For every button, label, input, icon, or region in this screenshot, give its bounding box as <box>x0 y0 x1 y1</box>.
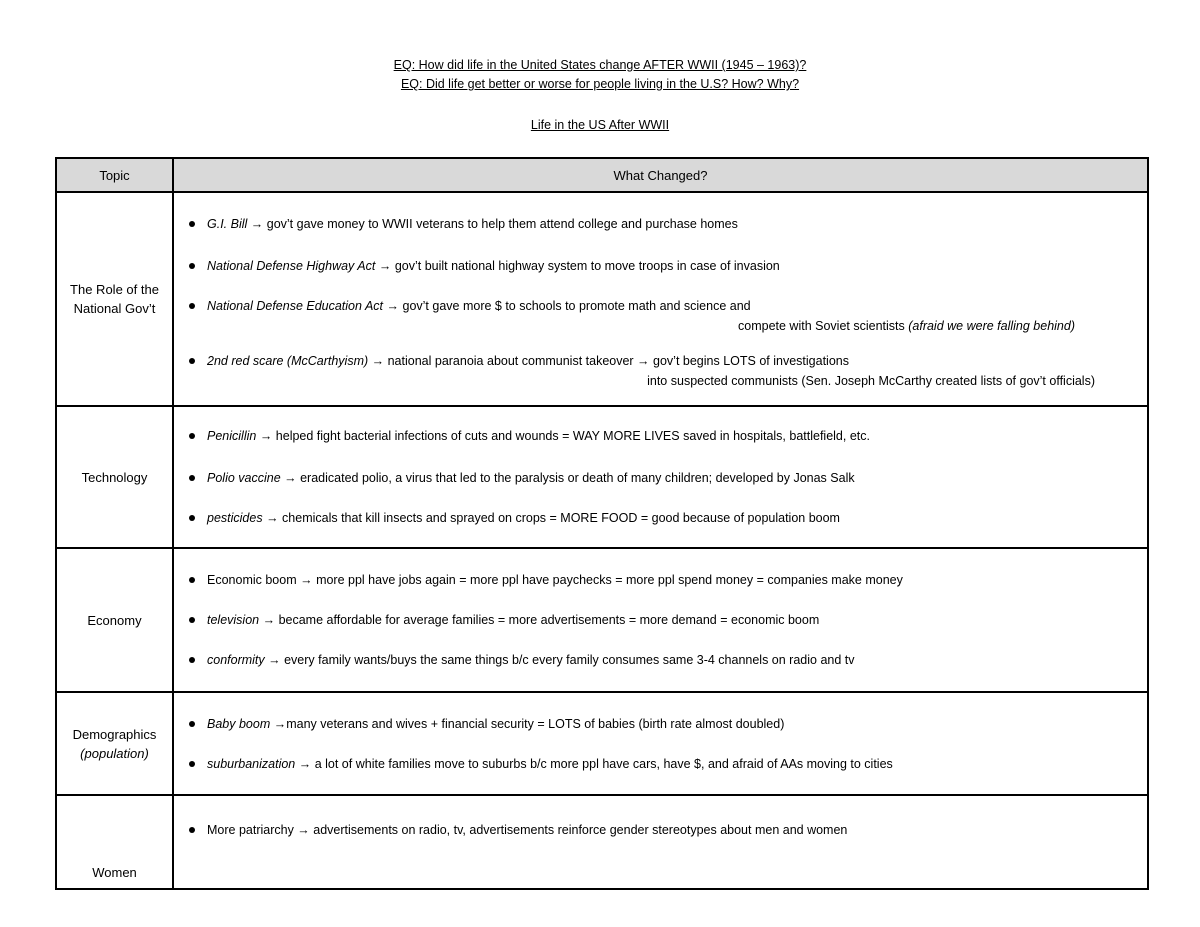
bullet-text: → gov’t gave more $ to schools to promote math and science and <box>383 298 751 313</box>
bullet-icon <box>189 358 195 364</box>
continuation-note: (afraid we were falling behind) <box>908 318 1075 333</box>
bullet-text: → national paranoia about communist takeover → gov’t begins LOTS of investigations <box>368 353 849 368</box>
bullet-term: Polio vaccine <box>207 471 281 485</box>
bullet-term: pesticides <box>207 511 263 525</box>
bullet-text: →many veterans and wives + financial security = LOTS of babies (birth rate almost doubled) <box>270 716 785 731</box>
table-row <box>56 406 1148 548</box>
bullet-item <box>174 296 1147 336</box>
topic-label: The Role of the National Gov’t <box>70 282 159 316</box>
topic-cell <box>56 795 173 889</box>
bullet-item <box>174 650 1147 670</box>
bullet-term: Baby boom <box>207 716 271 731</box>
bullet-item <box>174 714 1147 734</box>
bullet-text: → became affordable for average families = more advertisements = more demand = economic boom <box>259 613 820 627</box>
bullet-term: 2nd red scare (McCarthyism) <box>207 353 369 368</box>
bullet-term: conformity <box>207 653 265 667</box>
bullet-item <box>174 508 1147 528</box>
topic-label: Technology <box>81 469 148 485</box>
bullet-icon <box>189 577 195 583</box>
table-row <box>56 795 1148 889</box>
bullet-text: → gov’t gave money to WWII veterans to help them attend college and purchase homes <box>247 216 738 231</box>
changes-cell <box>173 406 1148 548</box>
bullet-term: National Defense Education Act <box>207 298 384 313</box>
bullet-icon <box>189 617 195 623</box>
bullet-term: G.I. Bill <box>207 216 248 231</box>
bullet-text: → chemicals that kill insects and sprayed on crops = MORE FOOD = good because of population boom <box>262 511 840 525</box>
what-changed-column-header: What Changed? <box>173 158 1148 192</box>
topic-column-header: Topic <box>56 158 173 192</box>
essential-question-2: EQ: Did life get better or worse for people living in the U.S? How? Why? <box>400 77 800 91</box>
topic-cell <box>56 692 173 795</box>
table-row <box>56 192 1148 406</box>
bullet-continuation: into suspected communists (Sen. Joseph McCarthy created lists of gov’t officials) <box>647 373 1095 388</box>
bullet-icon <box>189 657 195 663</box>
bullet-item <box>174 754 1147 774</box>
bullet-icon <box>189 433 195 439</box>
table-row <box>56 548 1148 692</box>
bullet-icon <box>189 475 195 481</box>
topic-cell <box>56 548 173 692</box>
table-row <box>56 692 1148 795</box>
bullet-item <box>174 256 1147 276</box>
bullet-term: television <box>207 613 260 627</box>
bullet-icon <box>189 303 195 309</box>
notes-table <box>55 157 1149 890</box>
bullet-text: → every family wants/buys the same things b/c every family consumes same 3-4 channels on radio and tv <box>264 653 855 667</box>
bullet-item <box>174 426 1147 446</box>
topic-label: Women <box>92 865 137 880</box>
bullet-continuation <box>207 316 1147 336</box>
bullet-icon <box>189 221 195 227</box>
bullet-term: National Defense Highway Act <box>207 258 376 273</box>
topic-label: Economy <box>87 612 142 628</box>
bullet-text: Economic boom → more ppl have jobs again = more ppl have paychecks = more ppl spend money = companies make money <box>207 573 903 587</box>
bullet-text: → helped fight bacterial infections of cuts and wounds = WAY MORE LIVES saved in hospitals, battlefield, etc. <box>256 429 870 443</box>
bullet-text: → eradicated polio, a virus that led to the paralysis or death of many children; developed by Jonas Salk <box>280 471 855 485</box>
bullet-text: More patriarchy → advertisements on radio, tv, advertisements reinforce gender stereotypes about men and women <box>207 823 848 837</box>
bullet-icon <box>189 761 195 767</box>
bullet-item <box>174 820 1147 840</box>
continuation-text: compete with Soviet scientists <box>738 318 909 333</box>
bullet-item <box>174 214 1147 234</box>
topic-label: Demographics <box>72 726 157 742</box>
changes-cell <box>173 192 1148 406</box>
bullet-term: Penicillin <box>207 429 257 443</box>
bullet-text: → a lot of white families move to suburbs b/c more ppl have cars, have $, and afraid of AAs moving to cities <box>295 756 893 771</box>
changes-cell <box>173 692 1148 795</box>
bullet-item <box>174 610 1147 630</box>
bullet-icon <box>189 827 195 833</box>
topic-cell <box>56 406 173 548</box>
bullet-item <box>174 351 1147 391</box>
bullet-item <box>174 468 1147 488</box>
bullet-icon <box>189 721 195 727</box>
changes-cell <box>173 795 1148 889</box>
bullet-term: suburbanization <box>207 756 296 771</box>
bullet-icon <box>189 515 195 521</box>
bullet-item <box>174 570 1147 590</box>
essential-question-1: EQ: How did life in the United States change AFTER WWII (1945 – 1963)? <box>393 58 807 72</box>
changes-cell <box>173 548 1148 692</box>
table-header-row <box>56 158 1148 192</box>
topic-sublabel: (population) <box>80 745 149 761</box>
document-title: Life in the US After WWII <box>530 118 670 132</box>
topic-cell <box>56 192 173 406</box>
bullet-icon <box>189 263 195 269</box>
bullet-text: → gov’t built national highway system to move troops in case of invasion <box>375 258 780 273</box>
